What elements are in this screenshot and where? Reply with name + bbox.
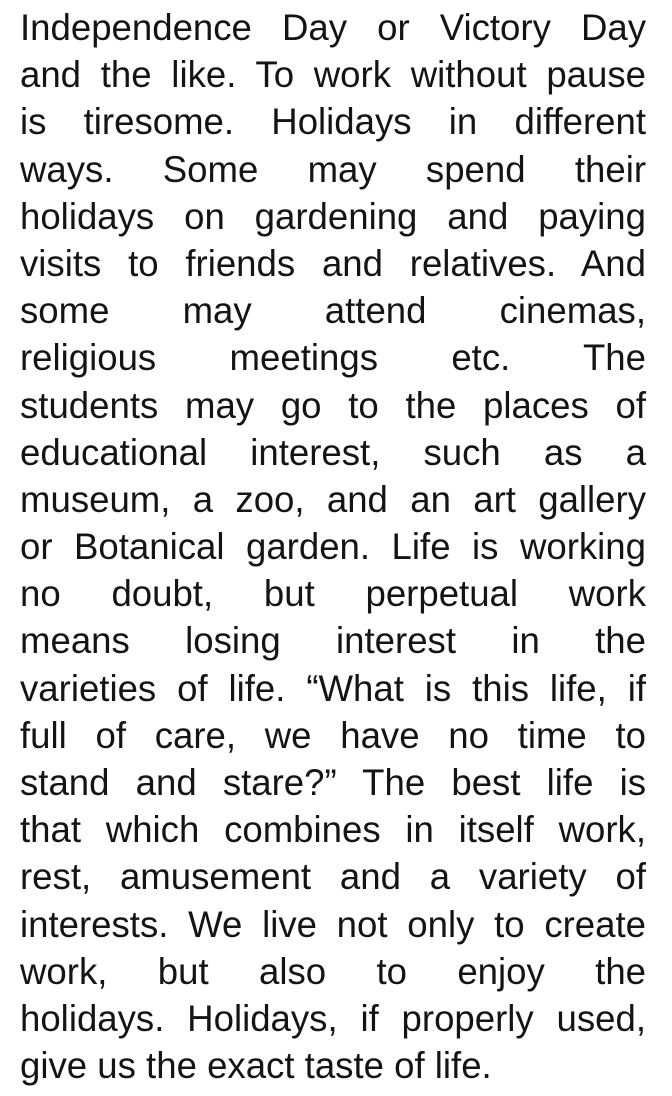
text-line: rest, amusement and a variety of bbox=[20, 856, 646, 898]
text-line: and the like. To work without pause bbox=[20, 54, 646, 96]
text-line: holidays. Holidays, if properly used, bbox=[20, 997, 646, 1039]
text-line: is tiresome. Holidays in different bbox=[20, 101, 646, 143]
text-line: give us the exact taste of life. bbox=[20, 1045, 492, 1087]
text-line: museum, a zoo, and an art gallery bbox=[20, 478, 646, 520]
text-line: interests. We live not only to create bbox=[20, 903, 646, 945]
text-line: means losing interest in the bbox=[20, 620, 646, 662]
text-line: visits to friends and relatives. And bbox=[20, 242, 646, 284]
text-line: that which combines in itself work, bbox=[20, 809, 646, 851]
text-line: students may go to the places of bbox=[20, 384, 646, 426]
text-line: holidays on gardening and paying bbox=[20, 195, 646, 237]
text-line: full of care, we have no time to bbox=[20, 714, 646, 756]
text-line: no doubt, but perpetual work bbox=[20, 573, 646, 615]
text-line: religious meetings etc. The bbox=[20, 337, 646, 379]
text-line: or Botanical garden. Life is working bbox=[20, 526, 646, 568]
text-line: work, but also to enjoy the bbox=[20, 950, 646, 992]
document-body bbox=[20, 4, 646, 1089]
text-line: ways. Some may spend their bbox=[20, 148, 646, 190]
text-line: varieties of life. “What is this life, if bbox=[20, 667, 646, 709]
text-line: educational interest, such as a bbox=[20, 431, 646, 473]
text-line: Independence Day or Victory Day bbox=[20, 7, 646, 48]
text-line: some may attend cinemas, bbox=[20, 290, 646, 332]
text-line: stand and stare?” The best life is bbox=[20, 762, 646, 803]
